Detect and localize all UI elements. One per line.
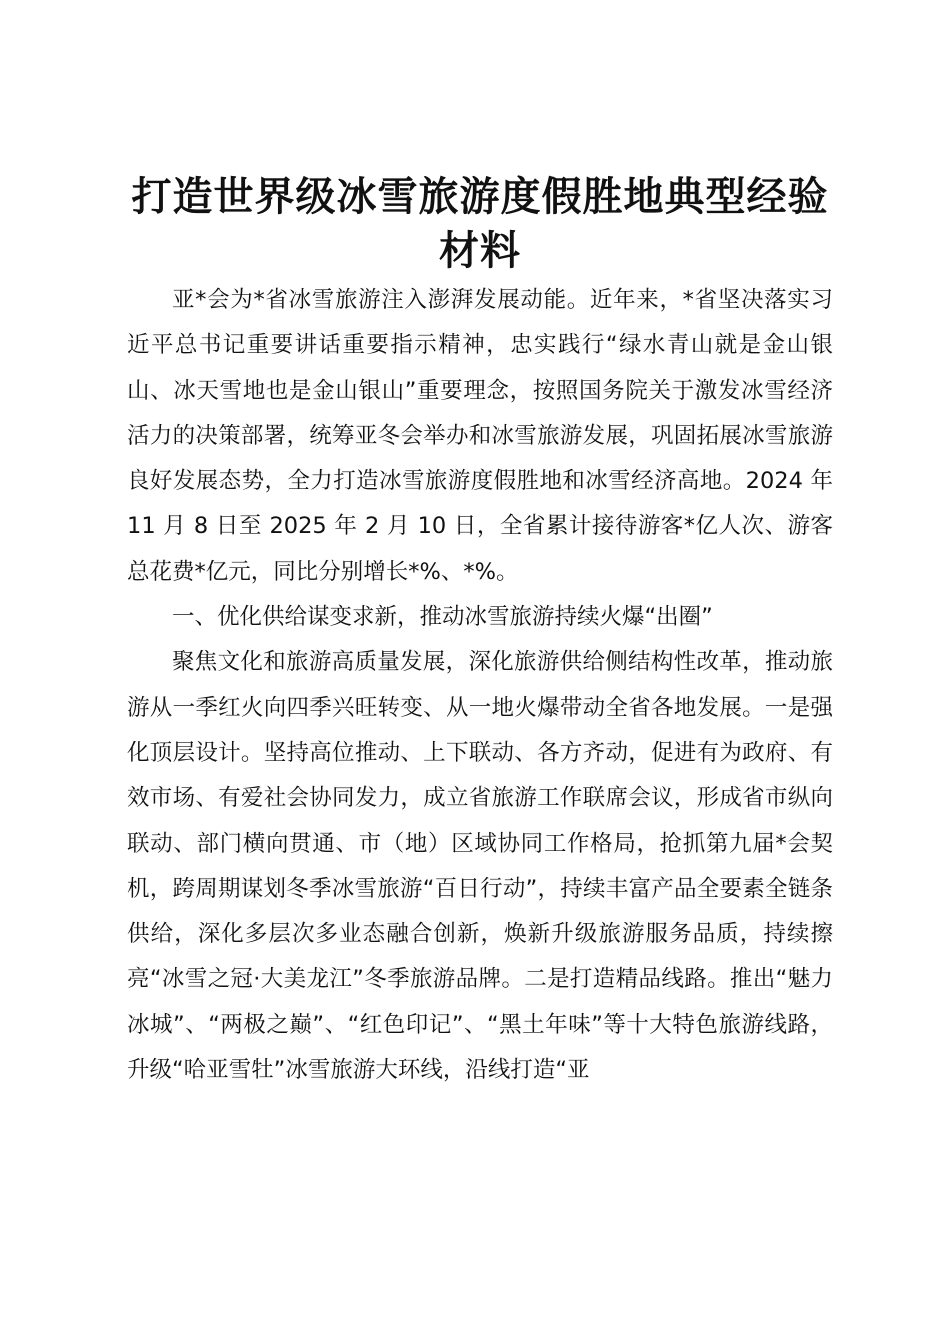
section-heading-1: 一、优化供给谋变求新，推动冰雪旅游持续火爆“出圈” xyxy=(172,604,713,631)
document-title: 打造世界级冰雪旅游度假胜地典型经验材料 xyxy=(131,173,829,274)
document-body xyxy=(127,278,833,1093)
paragraph-section-1: 聚焦文化和旅游高质量发展，深化旅游供给侧结构性改革，推动旅游从一季红火向四季兴旺转变、从一地火爆带动全省各地发展。一是强化顶层设计。坚持高位推动、上下联动、各方齐动，促进有为政府、有效市场、有爱社会协同发力，成立省旅游工作联席会议，形成省市纵向联动、部门横向贯通、市（地）区域协同工作格局，抢抓第九届*会契机，跨周期谋划冬季冰雪旅游“百日行动”，持续丰富产品全要素全链条供给，深化多层次多业态融合创新，焕新升级旅游服务品质，持续擦亮“冰雪之冠·大美龙江”冬季旅游品牌。二是打造精品线路。推出“魅力冰城”、“两极之巅”、“红色印记”、“黑土年味”等十大特色旅游线路，升级“哈亚雪牡”冰雪旅游大环线，沿线打造“亚 xyxy=(127,649,833,1084)
paragraph-intro: 亚*会为*省冰雪旅游注入澎湃发展动能。近年来，*省坚决落实习近平总书记重要讲话重要指示精神，忠实践行“绿水青山就是金山银山、冰天雪地也是金山银山”重要理念，按照国务院关于激发冰雪经济活力的决策部署，统筹亚冬会举办和冰雪旅游发展，巩固拓展冰雪旅游良好发展态势，全力打造冰雪旅游度假胜地和冰雪经济高地。2024 年 11 月 8 日至 2025 年 2 月 10 日，全省累计接待游客*亿人次、游客总花费*亿元，同比分别增长*%、*%。 xyxy=(127,287,833,585)
